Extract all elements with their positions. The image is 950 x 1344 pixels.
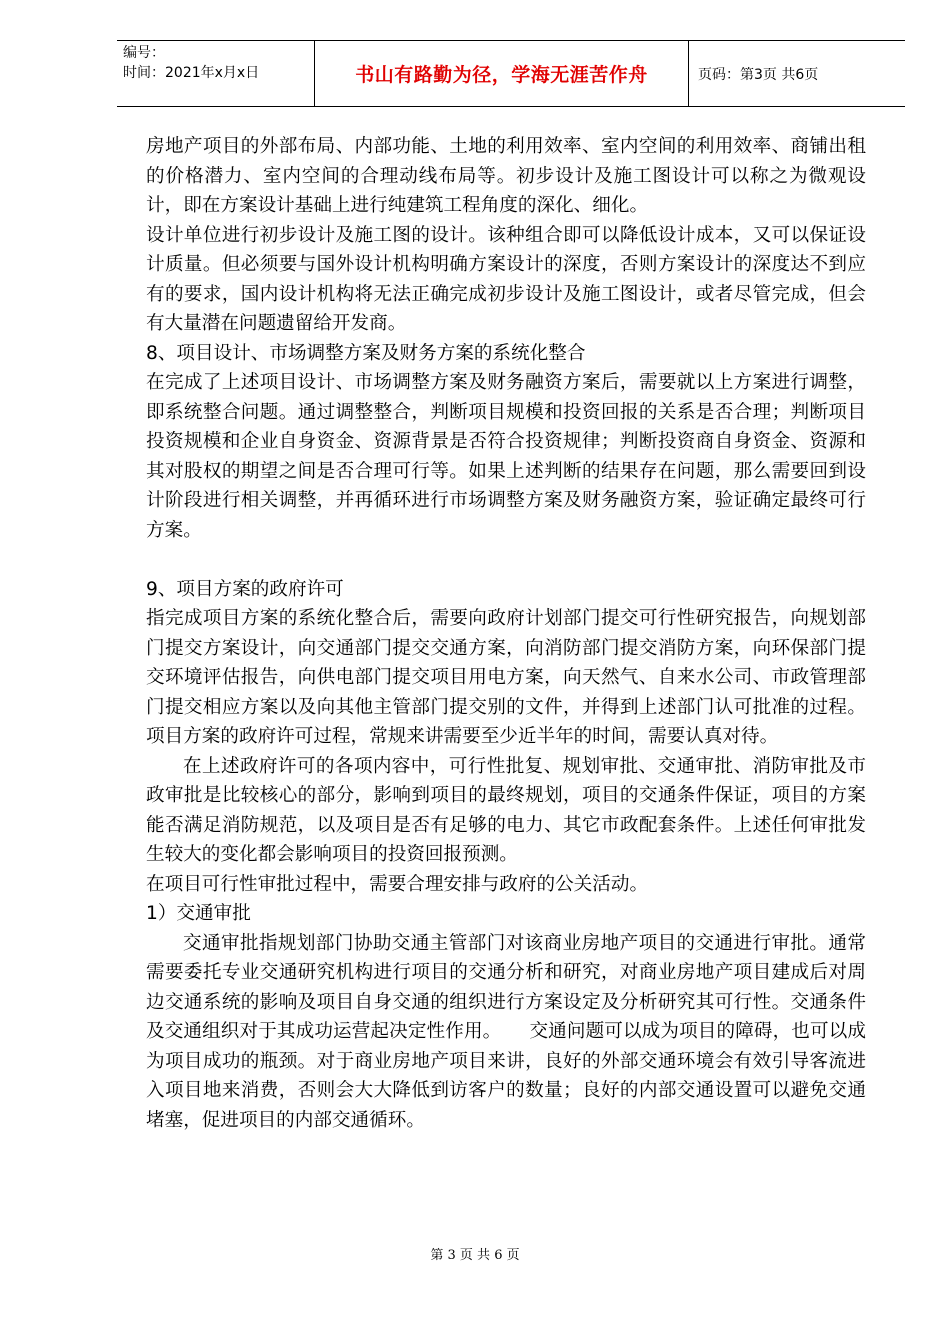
paragraph: 房地产项目的外部布局、内部功能、土地的利用效率、室内空间的利用效率、商铺出租的价格潜力、室内空间的合理动线布局等。初步设计及施工图设计可以称之为微观设计，即在方案设计基础上进行纯建筑工程角度的深化、细化。 <box>146 136 866 216</box>
paragraph: 交通审批指规划部门协助交通主管部门对该商业房地产项目的交通进行审批。通常需要委托专业交通研究机构进行项目的交通分析和研究，对商业房地产项目建成后对周边交通系统的影响及项目自身交通的组织进行方案设定及分析研究其可行性。交通条件及交通组织对于其成功运营起决定性作用。 交通问题可以成为项目的障碍，也可以成为项目成功的瓶颈。对于商业房地产项目来讲，良好的外部交通环境会有效引导客流进入项目地来消费，否则会大大降低到访客户的数量；良好的内部交通设置可以避免交通堵塞，促进项目的内部交通循环。 <box>146 932 866 1131</box>
subsection-heading: 1）交通审批 <box>146 903 251 924</box>
page-header <box>117 40 905 107</box>
time-label: 时间：2021年x月x日 <box>123 65 260 81</box>
header-page-info: 页码：第3页 共6页 <box>698 66 819 83</box>
paragraph: 在项目可行性审批过程中，需要合理安排与政府的公关活动。 <box>146 873 649 895</box>
paragraph: 在上述政府许可的各项内容中，可行性批复、规划审批、交通审批、消防审批及市政审批是比较核心的部分，影响到项目的最终规划，项目的交通条件保证，项目的方案能否满足消防规范，以及项目是否有足够的电力、其它市政配套条件。上述任何审批发生较大的变化都会影响项目的投资回报预测。 <box>146 755 866 865</box>
document-body <box>146 132 866 1135</box>
paragraph: 在完成了上述项目设计、市场调整方案及财务融资方案后，需要就以上方案进行调整，即系统整合问题。通过调整整合，判断项目规模和投资回报的关系是否合理；判断项目投资规模和企业自身资金、资源背景是否符合投资规律；判断投资商自身资金、资源和其对股权的期望之间是否合理可行等。如果上述判断的结果存在问题，那么需要回到设计阶段进行相关调整，并再循环进行市场调整方案及财务融资方案，验证确定最终可行方案。 <box>146 372 866 541</box>
paragraph: 设计单位进行初步设计及施工图的设计。该种组合即可以降低设计成本，又可以保证设计质量。但必须要与国外设计机构明确方案设计的深度，否则方案设计的深度达不到应有的要求，国内设计机构将无法正确完成初步设计及施工图设计，或者尽管完成，但会有大量潜在问题遗留给开发商。 <box>146 224 866 334</box>
paragraph: 指完成项目方案的系统化整合后，需要向政府计划部门提交可行性研究报告，向规划部门提交方案设计，向交通部门提交交通方案，向消防部门提交消防方案，向环保部门提交环境评估报告，向供电部门提交项目用电方案，向天然气、自来水公司、市政管理部门提交相应方案以及向其他主管部门提交别的文件，并得到上述部门认可批准的过程。项目方案的政府许可过程，常规来讲需要至少近半年的时间，需要认真对待。 <box>146 608 866 747</box>
number-label: 编号： <box>123 45 165 61</box>
section-heading: 8、项目设计、市场调整方案及财务方案的系统化整合 <box>146 342 586 364</box>
header-meta <box>117 41 315 106</box>
header-motto: 书山有路勤为径，学海无涯苦作舟 <box>315 41 689 106</box>
page-footer: 第 3 页 共 6 页 <box>430 1248 520 1263</box>
blank-line <box>146 545 866 575</box>
section-heading: 9、项目方案的政府许可 <box>146 578 344 600</box>
